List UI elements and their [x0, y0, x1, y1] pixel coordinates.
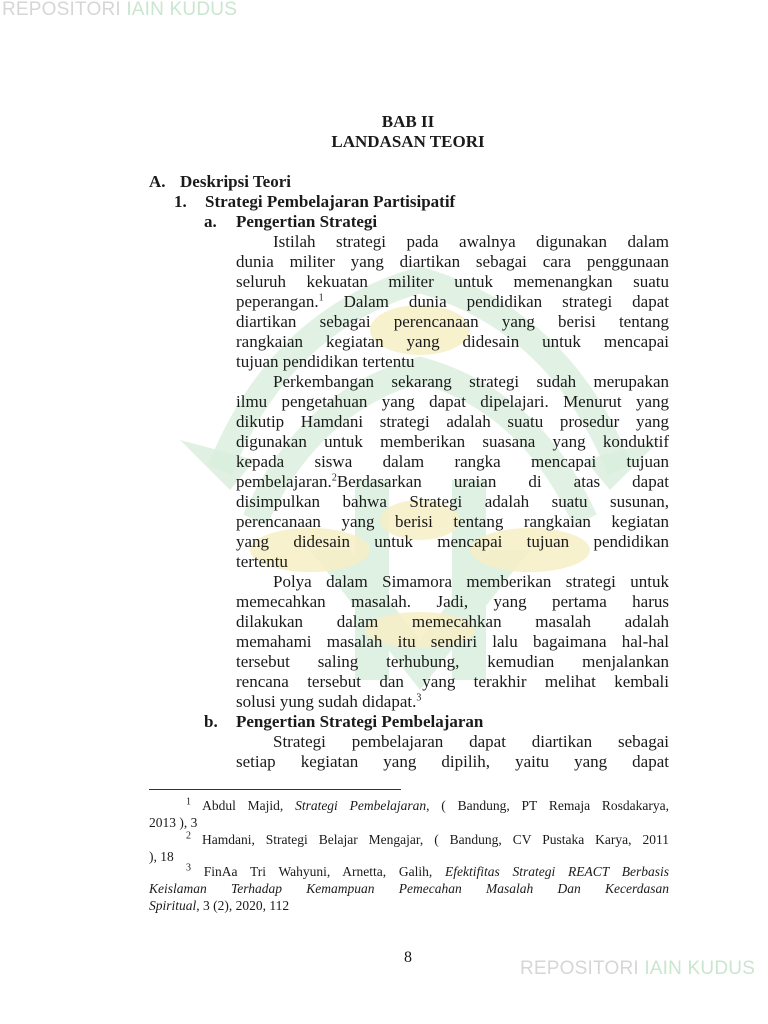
text-line: dunia militer yang diartikan sebagai cara penggunaan: [236, 252, 669, 271]
watermark-part2: IAIN KUDUS: [126, 0, 238, 20]
text-line: tertentu: [236, 552, 288, 571]
text-line: ilmu pengetahuan yang dapat dipelajari. Menurut yang: [236, 392, 669, 411]
footnote-text: Hamdani, Strategi Belajar Mengajar, ( Bandung, CV Pustaka Karya, 2011: [191, 832, 669, 847]
text-line: seluruh kekuatan militer untuk memenangkan suatu: [236, 272, 669, 291]
text-line: [236, 472, 669, 492]
text-line: [236, 292, 669, 312]
point-b-title: Pengertian Strategi Pembelajaran: [236, 712, 484, 731]
text-line: dilakukan dalam memecahkan masalah adalah: [236, 612, 669, 631]
text-line: digunakan untuk memberikan suasana yang konduktif: [236, 432, 669, 451]
text-line: yang didesain untuk mencapai tujuan pendidikan: [236, 532, 669, 551]
footnote-publisher: , 3 (2), 2020, 112: [196, 898, 290, 913]
footnote-line: ), 18: [149, 849, 174, 864]
footnote-line: [186, 831, 669, 848]
text-line: tersebut saling terhubung, kemudian menjalankan: [236, 652, 669, 671]
text-segment: Berdasarkan uraian di atas dapat: [336, 472, 669, 491]
footnote-line: [149, 897, 669, 914]
footnote-line: [186, 797, 669, 814]
footnote-ref-2: 2: [331, 472, 337, 484]
chapter-title: LANDASAN TEORI: [331, 132, 485, 151]
footnote-title: Keislaman Terhadap Kemampuan Pemecahan Masalah Dan Kecerdasan: [149, 881, 669, 896]
footnote-line: 2013 ), 3: [149, 815, 198, 830]
footnote-line: [149, 880, 669, 897]
footnote-line: [186, 863, 669, 880]
footnote-author: Abdul Majid,: [191, 798, 296, 813]
text-line: tujuan pendidikan tertentu: [236, 352, 415, 371]
text-segment: peperangan.: [236, 292, 319, 311]
text-line: memahami masalah itu sendiri lalu bagaimana hal-hal: [236, 632, 669, 651]
point-a-marker: a.: [204, 212, 217, 231]
subsection-1-marker: 1.: [174, 192, 187, 211]
watermark-part1: REPOSITORI: [520, 958, 639, 979]
footnote-title: Strategi Pembelajaran: [295, 798, 427, 813]
text-line: [236, 692, 669, 712]
footnote-number: 3: [186, 862, 191, 874]
footnote-ref-1: 1: [318, 292, 324, 304]
text-segment: solusi yung sudah didapat.: [236, 692, 417, 711]
text-line: rangkaian kegiatan yang didesain untuk mencapai: [236, 332, 669, 351]
chapter-number: BAB II: [381, 112, 435, 131]
footnote-publisher: , ( Bandung, PT Remaja Rosdakarya,: [426, 798, 669, 813]
footnote-title: Spiritual: [149, 898, 197, 913]
text-line: Istilah strategi pada awalnya digunakan dalam: [273, 232, 669, 251]
footnote-divider: [149, 789, 401, 790]
text-line: dikutip Hamdani strategi adalah suatu prosedur yang: [236, 412, 669, 431]
subsection-1-title: Strategi Pembelajaran Partisipatif: [205, 192, 456, 211]
footnote-title: Efektifitas Strategi REACT Berbasis: [445, 864, 669, 879]
section-a-title: Deskripsi Teori: [180, 172, 291, 191]
text-line: Strategi pembelajaran dapat diartikan sebagai: [273, 732, 669, 751]
text-line: setiap kegiatan yang dipilih, yaitu yang dapat: [236, 752, 669, 771]
text-line: Polya dalam Simamora memberikan strategi untuk: [273, 572, 669, 591]
text-segment: pembelajaran.: [236, 472, 332, 491]
text-line: perencanaan yang berisi tentang rangkaian kegiatan: [236, 512, 669, 531]
section-a-marker: A.: [149, 172, 166, 191]
footnote-author: FinAa Tri Wahyuni, Arnetta, Galih,: [191, 864, 446, 879]
watermark-part2: IAIN KUDUS: [644, 958, 756, 979]
text-line: disimpulkan bahwa Strategi adalah suatu susunan,: [236, 492, 669, 511]
text-line: rencana tersebut dan yang terakhir melihat kembali: [236, 672, 669, 691]
footnote-ref-3: 3: [416, 692, 422, 704]
text-segment: Dalam dunia pendidikan strategi dapat: [323, 292, 669, 311]
text-line: Perkembangan sekarang strategi sudah merupakan: [273, 372, 669, 391]
point-a-title: Pengertian Strategi: [236, 212, 378, 231]
page-number: 8: [404, 949, 412, 966]
text-line: diartikan sebagai perencanaan yang berisi tentang: [236, 312, 669, 331]
footnote-number: 2: [186, 830, 191, 842]
watermark-part1: REPOSITORI: [2, 0, 121, 20]
point-b-marker: b.: [204, 712, 218, 731]
footnote-number: 1: [186, 796, 191, 808]
watermark-top: [2, 0, 237, 21]
text-line: kepada siswa dalam rangka mencapai tujuan: [236, 452, 669, 471]
text-line: memecahkan masalah. Jadi, yang pertama harus: [236, 592, 669, 611]
